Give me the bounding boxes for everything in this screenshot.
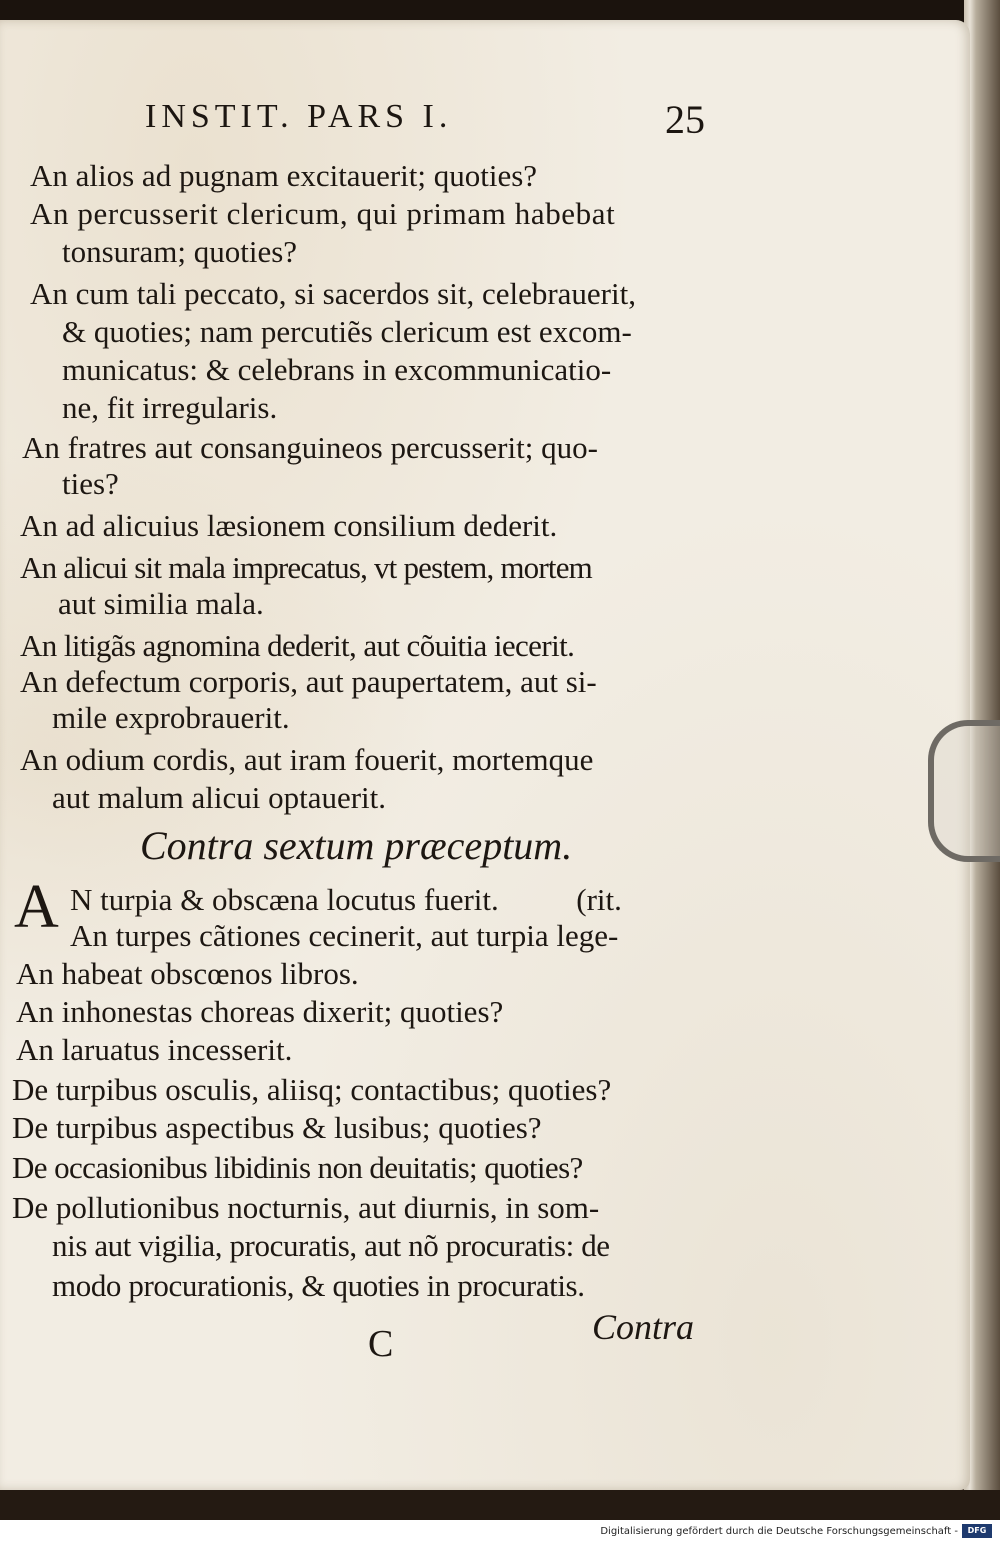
text-line: aut similia mala. bbox=[58, 586, 264, 621]
text-line: De pollutionibus nocturnis, aut diurnis, in som- bbox=[12, 1190, 600, 1225]
text-line: An turpes cãtiones cecinerit, aut turpia lege- bbox=[70, 918, 619, 953]
text-line: An alios ad pugnam excitauerit; quoties? bbox=[30, 158, 538, 193]
text-line: De occasionibus libidinis non deuitatis; quoties? bbox=[12, 1150, 583, 1185]
text-line: An habeat obscœnos libros. bbox=[16, 956, 359, 991]
drop-cap: A bbox=[14, 873, 59, 941]
section-heading: Contra sextum præceptum. bbox=[140, 823, 573, 868]
text-line: An inhonestas choreas dixerit; quoties? bbox=[16, 994, 504, 1029]
text-line: N turpia & obscæna locutus fuerit. (rit. bbox=[70, 882, 622, 917]
page-clip bbox=[928, 720, 1000, 862]
scan-border-bottom bbox=[0, 1490, 1000, 1520]
text-line: De turpibus aspectibus & lusibus; quoties? bbox=[12, 1110, 542, 1145]
funding-credit: Digitalisierung gefördert durch die Deutsche Forschungsgemeinschaft - bbox=[600, 1526, 958, 1537]
text-line: modo procurationis, & quoties in procuratis. bbox=[52, 1268, 585, 1303]
text-line: An ad alicuius læsionem consilium dederit. bbox=[20, 508, 558, 543]
catchword: Contra bbox=[592, 1307, 695, 1347]
text-line: ne, fit irregularis. bbox=[62, 390, 278, 425]
text-line: An cum tali peccato, si sacerdos sit, celebrauerit, bbox=[30, 276, 636, 311]
text-line: An fratres aut consanguineos percusserit; quo- bbox=[22, 430, 598, 465]
text-line: An percusserit clericum, qui primam habebat bbox=[30, 196, 616, 231]
text-line: An litigãs agnomina dederit, aut cõuitia iecerit. bbox=[20, 628, 575, 663]
text-line: An defectum corporis, aut paupertatem, aut si- bbox=[20, 664, 597, 699]
text-line: An laruatus incesserit. bbox=[16, 1032, 293, 1067]
text-line: tonsuram; quoties? bbox=[62, 234, 298, 269]
page-number: 25 bbox=[665, 97, 705, 142]
text-line: An odium cordis, aut iram fouerit, mortemque bbox=[20, 742, 594, 777]
text-line: & quoties; nam percutiẽs clericum est excom- bbox=[62, 314, 632, 349]
text-line: aut malum alicui optauerit. bbox=[52, 780, 387, 815]
text-line: nis aut vigilia, procuratis, aut nõ procuratis: de bbox=[52, 1228, 610, 1263]
text-line: municatus: & celebrans in excommunicatio- bbox=[62, 352, 612, 387]
dfg-logo: DFG bbox=[962, 1524, 992, 1538]
text-line: mile exprobrauerit. bbox=[52, 700, 290, 735]
signature-mark: C bbox=[368, 1323, 394, 1365]
text-line: ties? bbox=[62, 466, 119, 501]
running-head: INSTIT. PARS I. bbox=[145, 98, 453, 135]
text-line: An alicui sit mala imprecatus, vt pestem, mortem bbox=[20, 550, 592, 585]
text-line: De turpibus osculis, aliisq; contactibus; quoties? bbox=[12, 1072, 612, 1107]
